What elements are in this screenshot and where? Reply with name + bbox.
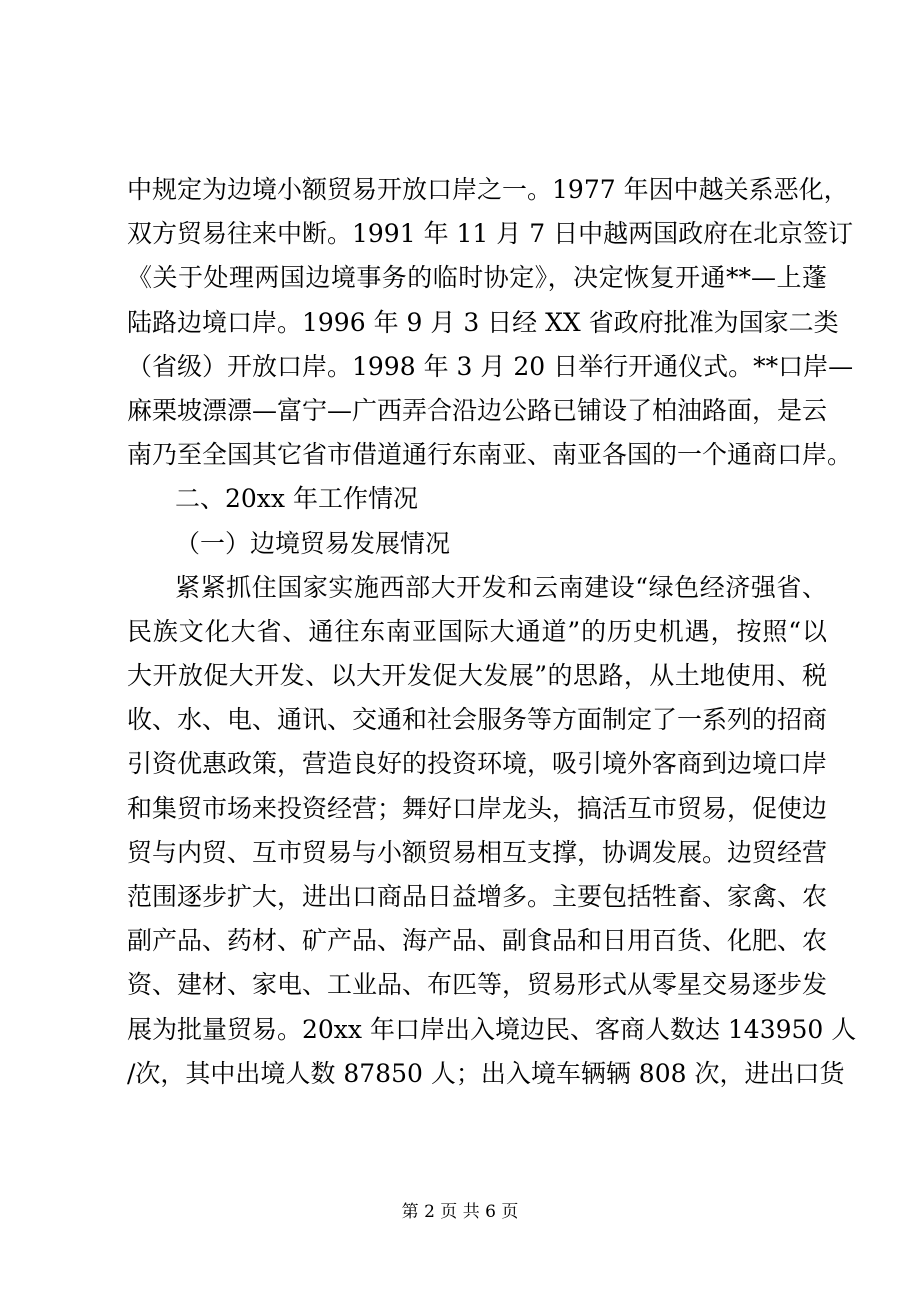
text-line: 收、水、电、通讯、交通和社会服务等方面制定了一系列的招商 — [127, 705, 828, 735]
text-line: 民族文化大省、通往东南亚国际大通道”的历史机遇，按照“以 — [127, 616, 827, 646]
text-line: （省级）开放口岸。1998 年 3 月 20 日举行开通仪式。**口岸— — [127, 351, 854, 381]
text-line: 和集贸市场来投资经营；舞好口岸龙头，搞活互市贸易，促使边 — [127, 793, 828, 823]
text-line: 范围逐步扩大，进出口商品日益增多。主要包括牲畜、家禽、农 — [127, 882, 828, 911]
text-line: 南乃至全国其它省市借道通行东南亚、南亚各国的一个通商口岸。 — [127, 440, 853, 470]
text-line: 引资优惠政策，营造良好的投资环境，吸引境外客商到边境口岸 — [127, 749, 828, 779]
text-line: 紧紧抓住国家实施西部大开发和云南建设“绿色经济强省、 — [175, 572, 827, 602]
text-line: /次，其中出境人数 87850 人；出入境车辆辆 808 次，进出口货 — [127, 1058, 845, 1088]
body-text — [127, 168, 857, 1096]
text-line: 《关于处理两国边境事务的临时协定》，决定恢复开通**—上蓬 — [127, 263, 827, 293]
text-line: 大开放促大开发、以大开发促大发展”的思路，从土地使用、税 — [127, 661, 827, 691]
text-line: 中规定为边境小额贸易开放口岸之一。1977 年因中越关系恶化， — [127, 175, 849, 204]
text-line: 双方贸易往来中断。1991 年 11 月 7 日中越两国政府在北京签订 — [127, 219, 854, 249]
subsection-heading: （一）边境贸易发展情况 — [175, 528, 451, 558]
text-line: 麻栗坡漂漂—富宁—广西弄合沿边公路已铺设了柏油路面，是云 — [127, 395, 828, 425]
text-line: 陆路边境口岸。1996 年 9 月 3 日经 XX 省政府批准为国家二类 — [127, 307, 839, 337]
page-number: 第 2 页 共 6 页 — [401, 1202, 519, 1222]
text-line: 资、建材、家电、工业品、布匹等，贸易形式从零星交易逐步发 — [127, 970, 828, 1000]
text-line: 展为批量贸易。20xx 年口岸出入境边民、客商人数达 143950 人 — [127, 1014, 857, 1044]
text-line: 贸与内贸、互市贸易与小额贸易相互支撑，协调发展。边贸经营 — [127, 837, 828, 867]
section-heading: 二、20xx 年工作情况 — [175, 484, 418, 514]
page-footer — [0, 1200, 920, 1224]
text-line: 副产品、药材、矿产品、海产品、副食品和日用百货、化肥、农 — [127, 926, 828, 956]
